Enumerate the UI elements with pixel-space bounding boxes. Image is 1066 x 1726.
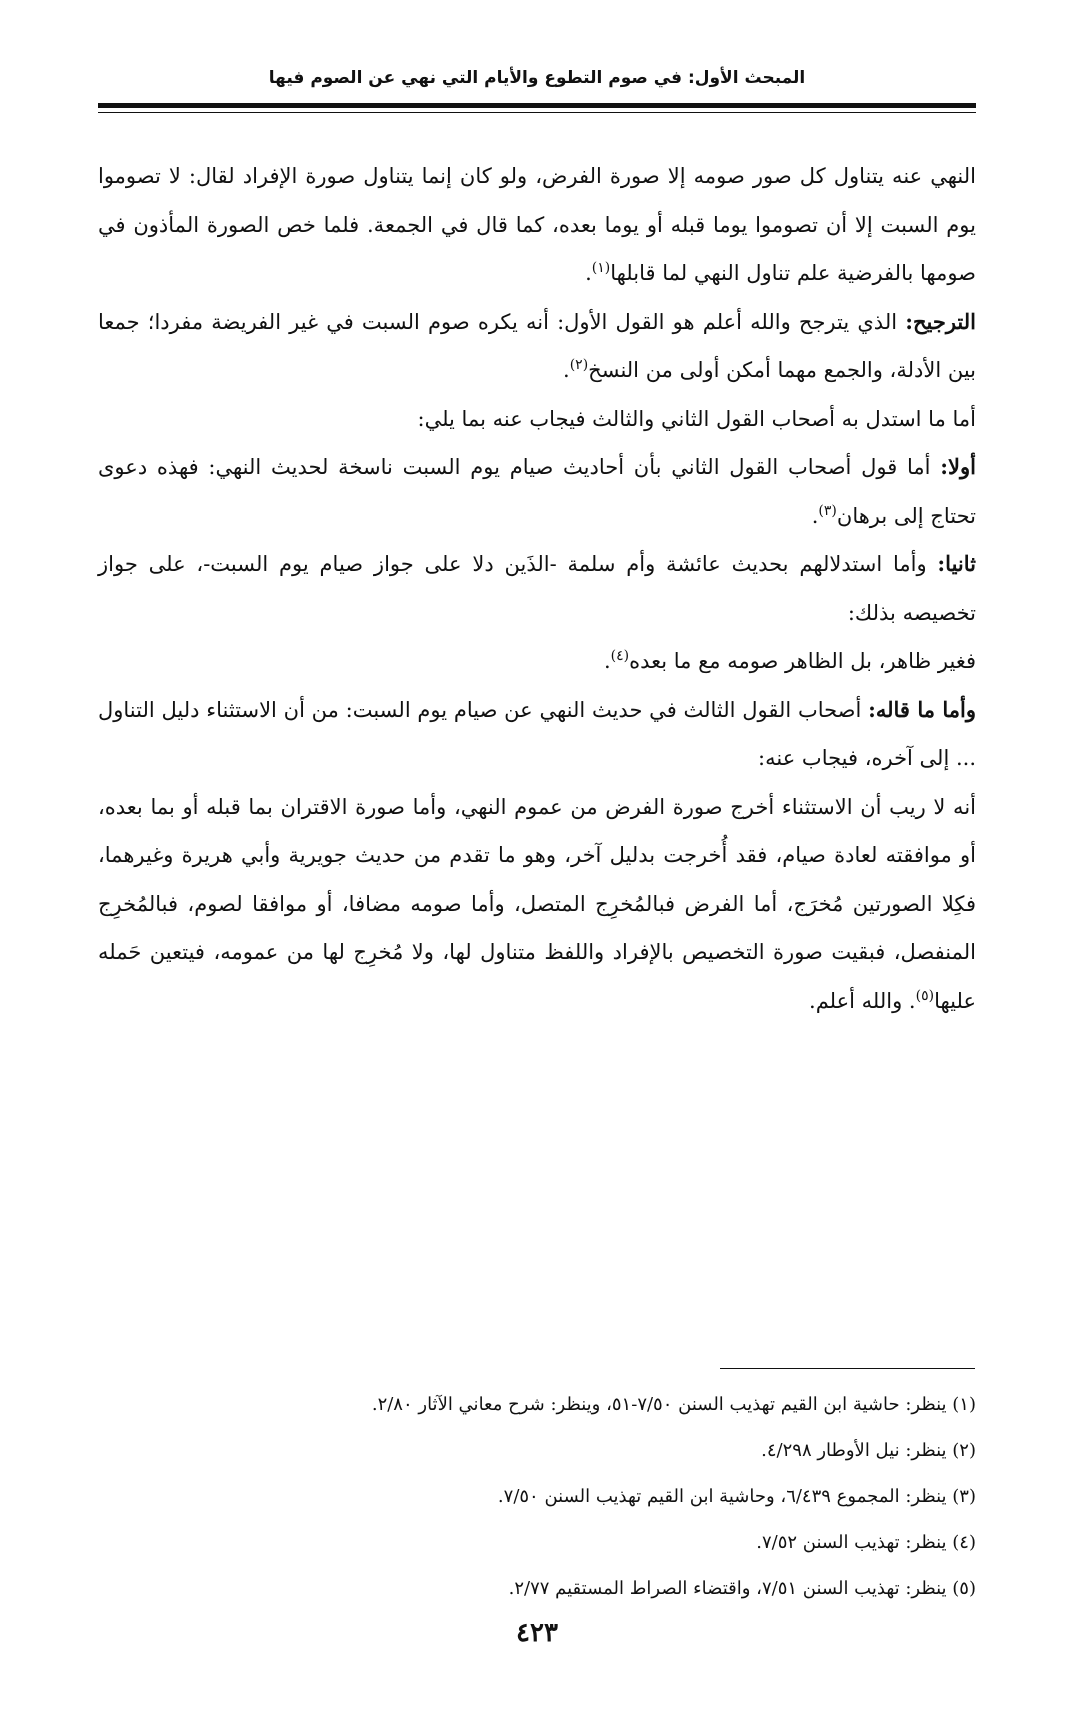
footnotes bbox=[98, 1382, 976, 1612]
paragraph-second-answer: فغير ظاهر، بل الظاهر صومه مع ما بعده$^{(٤)}$. bbox=[603, 648, 976, 673]
heading-second: ثانيا: bbox=[937, 551, 976, 576]
header-rule-thin bbox=[98, 112, 976, 113]
main-text bbox=[98, 152, 976, 1025]
heading-tarjih: الترجيح: bbox=[905, 308, 976, 334]
running-header: المبحث الأول: في صوم التطوع والأيام التي نهي عن الصوم فيها bbox=[268, 68, 806, 88]
footnote-ref-3: (٣) bbox=[818, 502, 837, 519]
footnote-3: (٣) ينظر: المجموع ٦/٤٣٩، وحاشية ابن القيم تهذيب السنن ٧/٥٠. bbox=[497, 1486, 976, 1507]
footnote-ref-5: (٥) bbox=[915, 987, 935, 1004]
paragraph-third-answer: أنه لا ريب أن الاستثناء أخرج صورة الفرض من عموم النهي، وأما صورة الاقتران بما قبله أو بما بعده، أو موافقته لعادة صيام، فقد أُخرجت بدليل آخر، وهو ما تقدم من حديث جويرية وأبي هريرة وغيرهما، فكِلا الصورتين مُخرَج، أما الفرض فبالمُخرِج المتصل، وأما صومه مضافا، أو موافقا لصوم، فبالمُخرِج المنفصل، فبقيت صورة التخصيص بالإفراد واللفظ متناول لها، ولا مُخرِج لها من عمومه، فيتعين حَمله عليها$^{(٥)}$. والله أعلم. bbox=[98, 794, 977, 1013]
paragraph-intro-responses: أما ما استدل به أصحاب القول الثاني والثالث فيجاب عنه بما يلي: bbox=[417, 406, 976, 431]
paragraph-1: النهي عنه يتناول كل صور صومه إلا صورة الفرض، ولو كان إنما يتناول صورة الإفراد لقال: لا تصوموا يوم السبت إلا أن تصوموا يوما قبله أو يوما بعده، كما قال في الجمعة. فلما خص الصورة المأذون في صومها بالفرضية علم تناول النهي لما قابلها$^{(١)}$. bbox=[98, 164, 976, 285]
footnote-5: (٥) ينظر: تهذيب السنن ٧/٥١، واقتضاء الصراط المستقيم ٢/٧٧. bbox=[508, 1578, 976, 1599]
footnote-ref-2: (٢) bbox=[569, 357, 589, 373]
footnote-1: (١) ينظر: حاشية ابن القيم تهذيب السنن ٧/٥٠-٥١، وينظر: شرح معاني الآثار ٢/٨٠. bbox=[371, 1394, 976, 1415]
paragraph-tarjih: الترجيح: الذي يترجح والله أعلم هو القول الأول: أنه يكره صوم السبت في غير الفريضة مفردا؛ جمعا بين الأدلة، والجمع مهما أمكن أولى من النسخ$^{(٢)}$. bbox=[98, 308, 976, 382]
header-rule-thick bbox=[98, 103, 976, 108]
footnote-4: (٤) ينظر: تهذيب السنن ٧/٥٢. bbox=[756, 1532, 976, 1553]
page-number: ٤٢٣ bbox=[516, 1618, 558, 1648]
footnote-2: (٢) ينظر: نيل الأوطار ٤/٢٩٨. bbox=[761, 1440, 976, 1461]
paragraph-first: أولا: أما قول أصحاب القول الثاني بأن أحاديث صيام يوم السبت ناسخة لحديث النهي: فهذه دعوى تحتاج إلى برهان$^{(٣)}$. bbox=[98, 454, 976, 528]
footnote-separator bbox=[720, 1368, 975, 1369]
heading-first: أولا: bbox=[940, 454, 976, 479]
paragraph-third: وأما ما قاله: أصحاب القول الثالث في حديث النهي عن صيام يوم السبت: من أن الاستثناء دليل التناول ... إلى آخره، فيجاب عنه: bbox=[98, 696, 976, 770]
paragraph-second: ثانيا: وأما استدلالهم بحديث عائشة وأم سلمة -الذَين دلا على جواز صيام يوم السبت-، على جواز تخصيصه بذلك: bbox=[98, 551, 976, 625]
heading-third: وأما ما قاله: bbox=[868, 696, 976, 722]
footnote-ref-4: (٤) bbox=[610, 648, 630, 664]
footnote-ref-1: (١) bbox=[591, 260, 611, 276]
